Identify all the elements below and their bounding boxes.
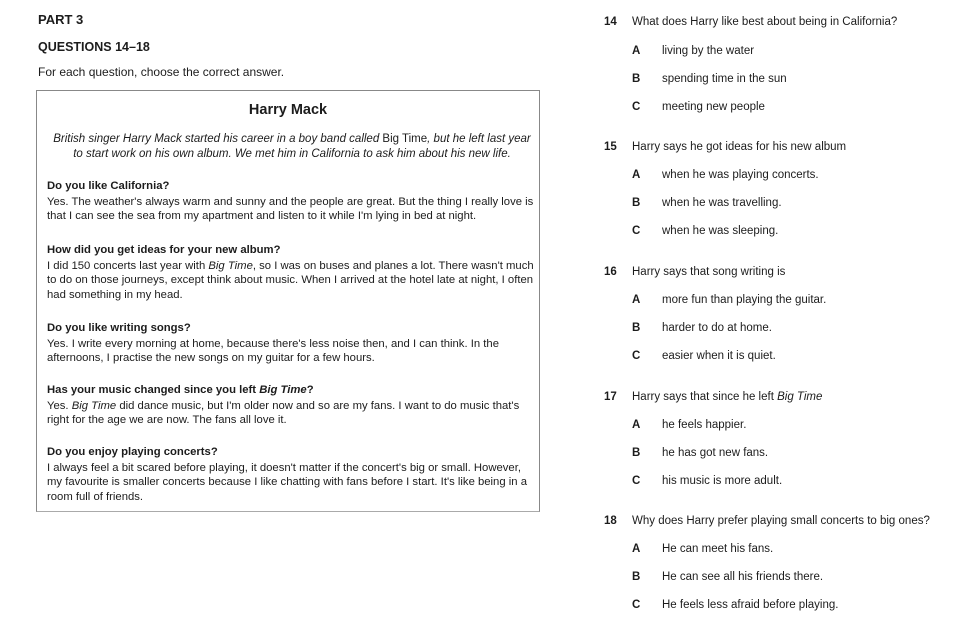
option-letter: A <box>632 294 641 306</box>
option-text: spending time in the sun <box>662 73 787 85</box>
article-section-writing <box>47 321 537 366</box>
part-label: PART 3 <box>38 12 84 27</box>
article-box <box>36 90 540 512</box>
option-letter: B <box>632 447 641 459</box>
option-letter: A <box>632 419 641 431</box>
option-text: He feels less afraid before playing. <box>662 599 839 611</box>
question-number: 16 <box>604 266 617 278</box>
option-letter: C <box>632 101 641 113</box>
option-text: he feels happier. <box>662 419 747 431</box>
option-letter: C <box>632 475 641 487</box>
question-text: Harry says he got ideas for his new album <box>632 141 847 153</box>
option-letter: C <box>632 350 641 362</box>
question-number: 18 <box>604 515 617 527</box>
option-text: he has got new fans. <box>662 447 769 459</box>
section-heading: Has your music changed since you left Big Time? <box>47 384 314 396</box>
questions-range: QUESTIONS 14–18 <box>38 40 150 54</box>
option-text: when he was travelling. <box>662 197 782 209</box>
option-text: living by the water <box>662 45 755 57</box>
section-text: Yes. Big Time did dance music, but I'm older now and so are my fans. I want to do music that's right for the age we are now. The fans all love it. <box>47 399 520 426</box>
option-letter: A <box>632 169 641 181</box>
question-text: Harry says that song writing is <box>632 266 786 278</box>
article-title: Harry Mack <box>248 102 328 118</box>
question-text: Harry says that since he left Big Time <box>632 391 823 403</box>
option-letter: B <box>632 322 641 334</box>
option-letter: B <box>632 73 641 85</box>
option-letter: C <box>632 225 641 237</box>
section-text: I always feel a bit scared before playing, it doesn't matter if the concert's big or small. However, my favourite is smaller concerts because I like chatting with fans before I start. It's like being in a room full of friends. <box>47 461 527 503</box>
article-section-ideas <box>47 243 537 302</box>
article-section-concerts <box>47 445 537 504</box>
section-heading: Do you like writing songs? <box>47 322 191 334</box>
option-text: meeting new people <box>662 101 765 113</box>
section-heading: Do you like California? <box>47 180 170 192</box>
question-text: What does Harry like best about being in California? <box>632 16 898 28</box>
option-text: when he was sleeping. <box>662 225 779 237</box>
option-letter: A <box>632 543 641 555</box>
option-letter: B <box>632 571 641 583</box>
section-heading: Do you enjoy playing concerts? <box>47 446 218 458</box>
section-text: I did 150 concerts last year with Big Time, so I was on buses and planes a lot. There wasn't much to do on those journeys, except think about music. When I arrived at the hotel late at night, I often had something in my head. <box>47 259 534 301</box>
article-section-music-changed <box>47 383 537 428</box>
option-text: his music is more adult. <box>662 475 783 487</box>
article-intro: British singer Harry Mack started his career in a boy band called Big Time, but he left last year to start work on his own album. We met him in California to ask him about his new life. <box>53 133 531 160</box>
option-letter: A <box>632 45 641 57</box>
option-text: harder to do at home. <box>662 322 772 334</box>
question-text: Why does Harry prefer playing small concerts to big ones? <box>632 515 930 527</box>
question-number: 14 <box>604 16 617 28</box>
article-section-california <box>47 179 537 224</box>
option-text: when he was playing concerts. <box>662 169 819 181</box>
option-text: He can meet his fans. <box>662 543 774 555</box>
option-text: more fun than playing the guitar. <box>662 294 827 306</box>
section-heading: How did you get ideas for your new album? <box>47 244 281 256</box>
instruction-text: For each question, choose the correct answer. <box>38 65 285 79</box>
option-letter: C <box>632 599 641 611</box>
section-text: Yes. The weather's always warm and sunny and the people are great. But the thing I really love is that I can see the sea from my apartment and listen to it while I'm lying in bed at night. <box>47 195 534 222</box>
question-number: 17 <box>604 391 617 403</box>
section-text: Yes. I write every morning at home, because there's less noise then, and I can think. In the afternoons, I practise the new songs on my guitar for a few hours. <box>47 337 499 364</box>
option-text: easier when it is quiet. <box>662 350 776 362</box>
option-text: He can see all his friends there. <box>662 571 824 583</box>
question-number: 15 <box>604 141 617 153</box>
option-letter: B <box>632 197 641 209</box>
